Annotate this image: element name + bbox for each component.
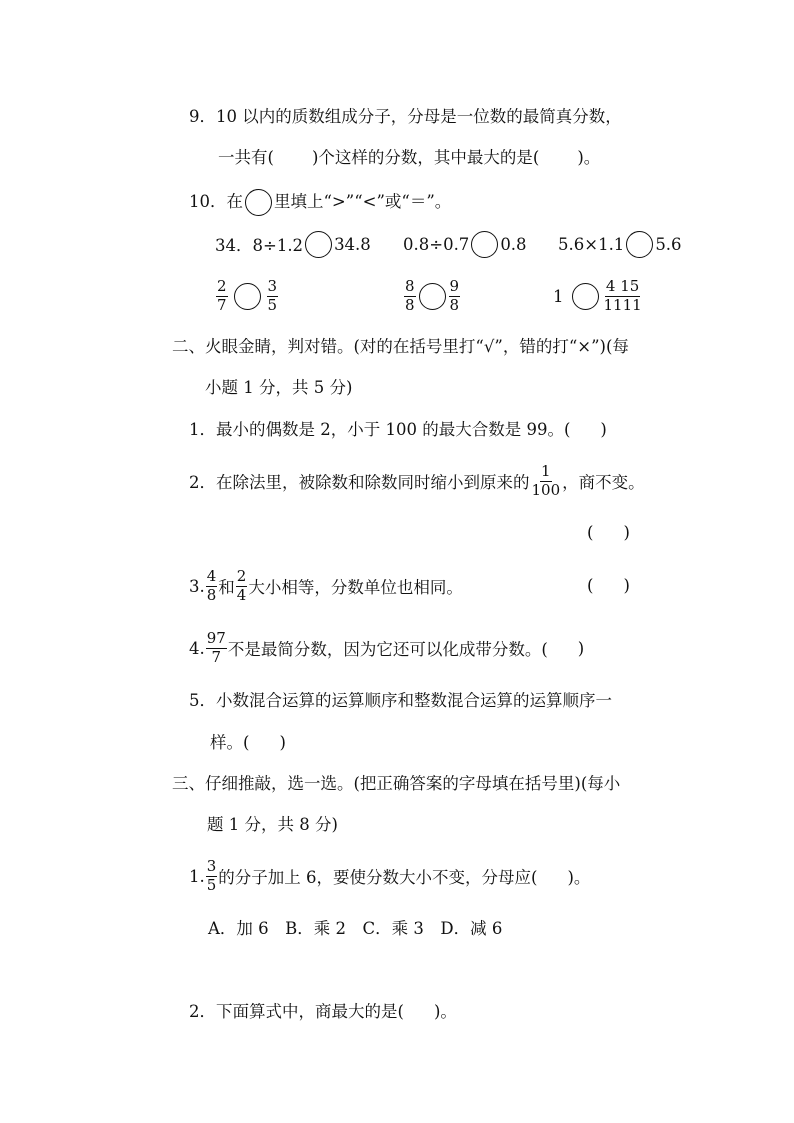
fraction: $\frac{8}{8}$ (405, 277, 415, 314)
fraction: $\frac{97}{7}$ (206, 629, 226, 666)
compare-item (215, 273, 279, 319)
fraction: $\frac{4 15}{1111}$ (603, 277, 642, 314)
section3-title: 三、仔细推敲，选一选。(把正确答案的字母填在括号里)(每小 (172, 774, 621, 793)
compare-circle[interactable] (572, 283, 599, 310)
fraction: $\frac{9}{8}$ (449, 277, 460, 314)
compare-item: 1 $\frac{4 15}{1111}$ (553, 277, 642, 314)
s2-q5-cont: 样。( ) (210, 733, 286, 752)
fraction: $\frac{4}{8}$ (206, 567, 217, 604)
s2-q4: 4. $\frac{97}{7}$ 不是最简分数，因为它还可以化成带分数。( ) (189, 629, 585, 666)
s2-q3: 3. $\frac{4}{8}$ 和 $\frac{2}{4}$ 大小相等，分数单位也相同。 (189, 567, 463, 604)
fraction: $\frac{3}{5}$ (206, 857, 217, 894)
compare-item (403, 273, 461, 319)
s3-q2: 2．下面算式中，商最大的是( )。 (189, 1002, 457, 1021)
compare-circle[interactable] (471, 231, 498, 258)
s2-q2-answer[interactable]: ( ) (587, 523, 630, 542)
compare-item: 0.8÷0.7 0.8 (403, 230, 527, 258)
section2-title-cont: 小题 1 分，共 5 分) (205, 378, 353, 397)
s3-q1: 1. $\frac{3}{5}$ 的分子加上 6，要使分数大小不变，分母应( )。 (189, 857, 591, 894)
compare-circle[interactable] (305, 231, 332, 258)
compare-item: 5.6×1.1 5.6 (558, 230, 682, 258)
s2-q5: 5．小数混合运算的运算顺序和整数混合运算的运算顺序一 (189, 691, 612, 710)
s2-q3-answer[interactable]: ( ) (587, 576, 630, 595)
compare-circle-icon (245, 189, 272, 216)
fraction: $\frac{1}{100}$ (531, 462, 561, 499)
compare-item: 34．8÷1.2 34.8 (215, 230, 371, 258)
section3-title-cont: 题 1 分，共 8 分) (207, 815, 338, 834)
fraction: $\frac{2}{4}$ (236, 567, 247, 604)
q9-line1: 9．10 以内的质数组成分子，分母是一位数的最简真分数， (189, 107, 622, 126)
s2-q1: 1．最小的偶数是 2，小于 100 的最大合数是 99。( ) (189, 420, 607, 439)
q9-line2: 一共有( )个这样的分数，其中最大的是( )。 (218, 148, 601, 167)
fraction: $\frac{3}{5}$ (267, 277, 278, 314)
s3-q1-options: A．加 6 B．乘 2 C．乘 3 D．减 6 (208, 919, 503, 938)
compare-circle[interactable] (234, 283, 261, 310)
compare-circle[interactable] (626, 231, 653, 258)
fraction: $\frac{2}{7}$ (217, 277, 227, 314)
compare-circle[interactable] (419, 283, 446, 310)
s2-q2: 2．在除法里，被除数和除数同时缩小到原来的 $\frac{1}{100}$ ，商不变。 (189, 462, 645, 499)
q10-prompt: 10．在 里填上“>”“<”或“＝”。 (189, 189, 451, 216)
section2-title: 二、火眼金睛，判对错。(对的在括号里打“√”，错的打“×”)(每 (172, 337, 629, 356)
